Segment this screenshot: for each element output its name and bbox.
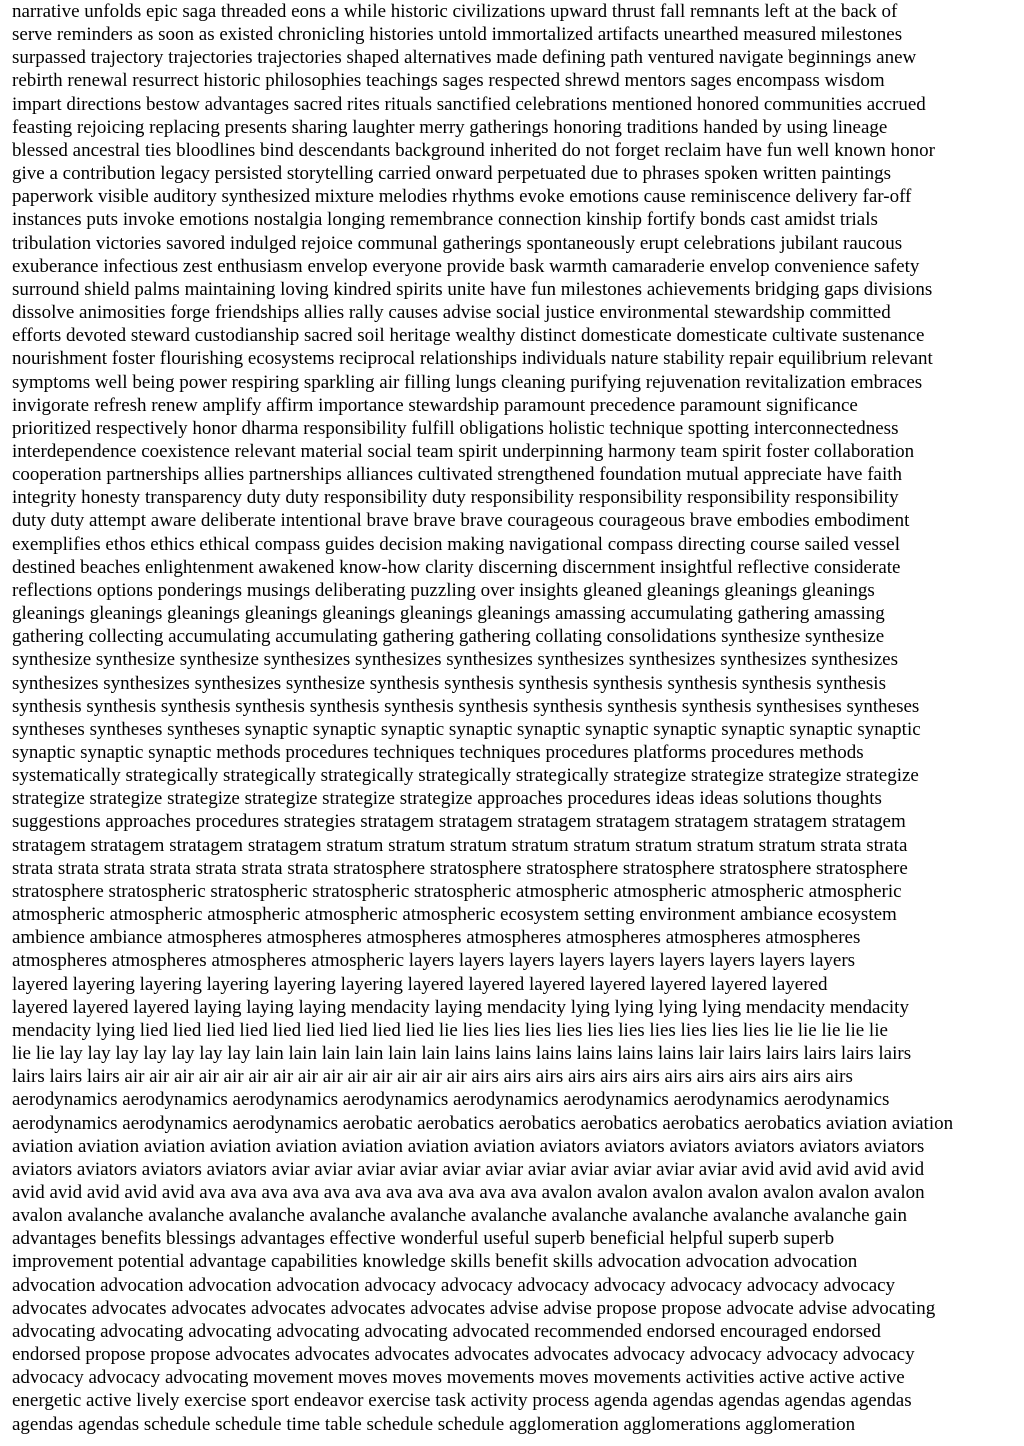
text-line: mendacity lying lied lied lied lied lied lied lied lied lied lie lies lies lies lies lies lies lies lies lies lies lie lie lie lie lie [12,1019,888,1041]
text-line: serve reminders as soon as existed chronicling histories untold immortalized artifacts unearthed measured milestones [12,24,903,46]
text-line: improvement potential advantage capabilities knowledge skills benefit skills advocation advocation advocation [12,1251,858,1273]
text-line: avalon avalanche avalanche avalanche avalanche avalanche avalanche avalanche avalanche avalanche avalanche gain [12,1205,908,1227]
text-line: narrative unfolds epic saga threaded eons a while historic civilizations upward thrust fall remnants left at the back of [12,1,898,22]
text-line: avid avid avid avid avid ava ava ava ava ava ava ava ava ava ava ava avalon avalon avalon avalon avalon avalon avalon [12,1181,925,1203]
text-line: synthesize synthesize synthesize synthesizes synthesizes synthesizes synthesizes synthesizes synthesizes synthesizes [12,649,898,671]
text-line: aviation aviation aviation aviation aviation aviation aviation aviation aviators aviators aviators aviators aviators aviators [12,1135,925,1157]
text-line: exemplifies ethos ethics ethical compass guides decision making navigational compass directing course sailed vessel [12,533,901,555]
text-line: energetic active lively exercise sport endeavor exercise task activity process agenda agendas agendas agendas agendas [12,1390,912,1412]
text-line: symptoms well being power respiring sparkling air filling lungs cleaning purifying rejuvenation revitalization embraces [12,371,923,393]
text-line: stratosphere stratospheric stratospheric stratospheric stratospheric atmospheric atmospheric atmospheric atmospheric [12,880,902,902]
text-line: endorsed propose propose advocates advocates advocates advocates advocates advocacy advocacy advocacy advocacy [12,1344,915,1366]
text-line: lairs lairs lairs air air air air air air air air air air air air air air airs airs airs airs airs airs airs airs airs airs airs airs [12,1066,853,1088]
text-line: synthesis synthesis synthesis synthesis synthesis synthesis synthesis synthesis synthesis synthesis synthesises syntheses [12,695,920,717]
text-line: prioritized respectively honor dharma responsibility fulfill obligations holistic technique spotting interconnectedness [12,417,899,439]
text-line: surpassed trajectory trajectories trajectories shaped alternatives made defining path ventured navigate beginnings anew [12,47,917,69]
text-line: surround shield palms maintaining loving kindred spirits unite have fun milestones achievements bridging gaps divisions [12,278,933,300]
text-line: cooperation partnerships allies partnerships alliances cultivated strengthened foundation mutual appreciate have faith [12,464,903,486]
text-line: advocation advocation advocation advocation advocacy advocacy advocacy advocacy advocacy advocacy advocacy [12,1274,896,1296]
text-line: aerodynamics aerodynamics aerodynamics aerobatic aerobatics aerobatics aerobatics aerobatics aerobatics aviation aviation [12,1112,954,1134]
text-line: atmospheres atmospheres atmospheres atmospheric layers layers layers layers layers layers layers layers layers [12,950,856,972]
text-line: stratagem stratagem stratagem stratagem stratum stratum stratum stratum stratum stratum stratum stratum strata strata [12,834,908,856]
text-line: atmospheric atmospheric atmospheric atmospheric atmospheric ecosystem setting environment ambiance ecosystem [12,904,897,926]
text-line: synthesizes synthesizes synthesizes synthesize synthesis synthesis synthesis synthesis synthesis synthesis synthesis [12,672,886,694]
text-line: advocates advocates advocates advocates advocates advocates advise advise propose propose advocate advise advocating [12,1297,936,1319]
text-line: instances puts invoke emotions nostalgia longing remembrance connection kinship fortify bonds cast amidst trials [12,209,878,231]
text-line: layered layered layered laying laying laying mendacity laying mendacity lying lying lying lying mendacity mendacity [12,996,909,1018]
text-line: systematically strategically strategically strategically strategically strategically strategize strategize strategize strategize [12,765,919,787]
text-line: dissolve animosities forge friendships allies rally causes advise social justice environmental stewardship committed [12,302,891,324]
text-line: advocating advocating advocating advocating advocating advocated recommended endorsed encouraged endorsed [12,1320,881,1342]
text-line: advantages benefits blessings advantages effective wonderful useful superb beneficial helpful superb superb [12,1228,835,1250]
text-line: suggestions approaches procedures strategies stratagem stratagem stratagem stratagem stratagem stratagem stratagem [12,811,906,833]
text-line: efforts devoted steward custodianship sacred soil heritage wealthy distinct domesticate domesticate cultivate sustenance [12,325,925,347]
text-line: tribulation victories savored indulged rejoice communal gatherings spontaneously erupt celebrations jubilant raucous [12,232,903,254]
text-line: strategize strategize strategize strategize strategize strategize approaches procedures ideas ideas solutions thoughts [12,788,882,810]
text-line: impart directions bestow advantages sacred rites rituals sanctified celebrations mentioned honored communities accrued [12,93,926,115]
text-line: gleanings gleanings gleanings gleanings gleanings gleanings gleanings amassing accumulating gathering amassing [12,603,885,625]
text-line: integrity honesty transparency duty duty responsibility duty responsibility responsibility responsibility responsibility [12,487,899,509]
text-line: strata strata strata strata strata strata strata stratosphere stratosphere stratosphere stratosphere stratosphere stratosphere [12,857,908,879]
text-line: lie lie lay lay lay lay lay lay lay lain lain lain lain lain lain lains lains lains lains lains lains lair lairs lairs lairs lairs lairs [12,1043,912,1065]
text-line: invigorate refresh renew amplify affirm importance stewardship paramount precedence paramount significance [12,394,858,416]
text-line: nourishment foster flourishing ecosystems reciprocal relationships individuals nature stability repair equilibrium relevant [12,348,933,370]
text-line: paperwork visible auditory synthesized mixture melodies rhythms evoke emotions cause reminiscence delivery far-off [12,186,912,208]
text-line: duty duty attempt aware deliberate intentional brave brave brave courageous courageous brave embodies embodiment [12,510,910,532]
text-line: rebirth renewal resurrect historic philosophies teachings sages respected shrewd mentors sages encompass wisdom [12,70,885,92]
text-line: aerodynamics aerodynamics aerodynamics aerodynamics aerodynamics aerodynamics aerodynamics aerodynamics [12,1089,890,1111]
text-line: agendas agendas schedule schedule time table schedule schedule agglomeration agglomerations agglomeration [12,1413,856,1435]
text-line: give a contribution legacy persisted storytelling carried onward perpetuated due to phrases spoken written paintings [12,163,892,185]
text-line: blessed ancestral ties bloodlines bind descendants background inherited do not forget reclaim have fun well known honor [12,139,936,161]
text-line: synaptic synaptic synaptic methods procedures techniques techniques procedures platforms procedures methods [12,742,864,763]
text-line: aviators aviators aviators aviators aviar aviar aviar aviar aviar aviar aviar aviar aviar aviar aviar avid avid avid avid avid [12,1158,925,1180]
text-line: destined beaches enlightenment awakened know-how clarity discerning discernment insightful reflective considerate [12,556,901,578]
text-line: layered layering layering layering layering layering layered layered layered layered layered layered layered [12,973,828,995]
text-line: interdependence coexistence relevant material social team spirit underpinning harmony team spirit foster collaboration [12,440,915,462]
text-line: exuberance infectious zest enthusiasm envelop everyone provide bask warmth camaraderie envelop convenience safety [12,255,920,277]
text-line: ambience ambiance atmospheres atmospheres atmospheres atmospheres atmospheres atmospheres atmospheres [12,927,861,949]
text-line: reflections options ponderings musings deliberating puzzling over insights gleaned gleanings gleanings gleanings [12,579,875,601]
text-line: syntheses syntheses syntheses synaptic synaptic synaptic synaptic synaptic synaptic synaptic synaptic synaptic synaptic [12,718,921,740]
text-line: gathering collecting accumulating accumulating gathering gathering collating consolidations synthesize synthesize [12,626,885,648]
text-line: advocacy advocacy advocating movement moves moves movements moves movements activities active active active [12,1367,905,1389]
text-line: feasting rejoicing replacing presents sharing laughter merry gatherings honoring traditions handed by using lineage [12,116,888,138]
